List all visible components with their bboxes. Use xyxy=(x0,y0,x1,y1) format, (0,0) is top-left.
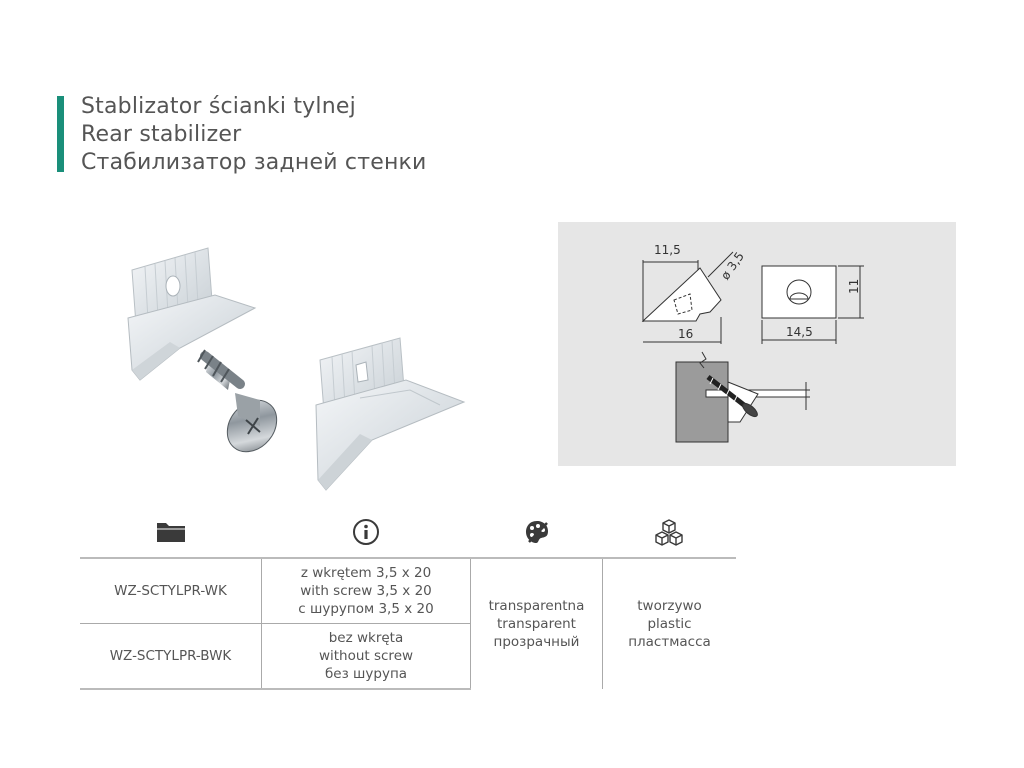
product-color: transparentna transparent прозрачный xyxy=(471,558,603,689)
folder-icon xyxy=(155,518,187,546)
title-polish: Stablizator ścianki tylnej xyxy=(81,94,356,119)
stabilizer-without-screw xyxy=(316,338,464,490)
info-icon xyxy=(352,518,380,546)
spec-table xyxy=(80,557,736,690)
product-photo xyxy=(110,230,490,510)
dim-base-width: 16 xyxy=(678,327,694,341)
dim-height: 11 xyxy=(847,278,861,294)
product-description: bez wkręta without screw без шурупа xyxy=(262,624,471,690)
dim-top-width: 11,5 xyxy=(654,243,681,257)
table-icon-header xyxy=(80,512,736,552)
product-material: tworzywo plastic пластмасса xyxy=(603,558,737,689)
screw xyxy=(198,350,287,462)
title-russian: Стабилизатор задней стенки xyxy=(81,150,427,175)
page-title xyxy=(81,93,427,177)
product-description: z wkrętem 3,5 x 20 with screw 3,5 x 20 с шурупом 3,5 x 20 xyxy=(262,558,471,624)
dim-diameter: ø 3,5 xyxy=(718,249,747,283)
product-code: WZ-SCTYLPR-WK xyxy=(80,558,262,624)
palette-icon xyxy=(523,518,551,546)
stabilizer-with-screw xyxy=(128,248,287,462)
technical-drawing xyxy=(558,222,956,466)
title-accent-bar xyxy=(57,96,64,172)
technical-drawing-panel xyxy=(558,222,956,466)
product-code: WZ-SCTYLPR-BWK xyxy=(80,624,262,690)
table-row xyxy=(80,558,736,624)
dim-plate-width: 14,5 xyxy=(786,325,813,339)
title-english: Rear stabilizer xyxy=(81,122,242,147)
cubes-icon xyxy=(653,518,685,548)
